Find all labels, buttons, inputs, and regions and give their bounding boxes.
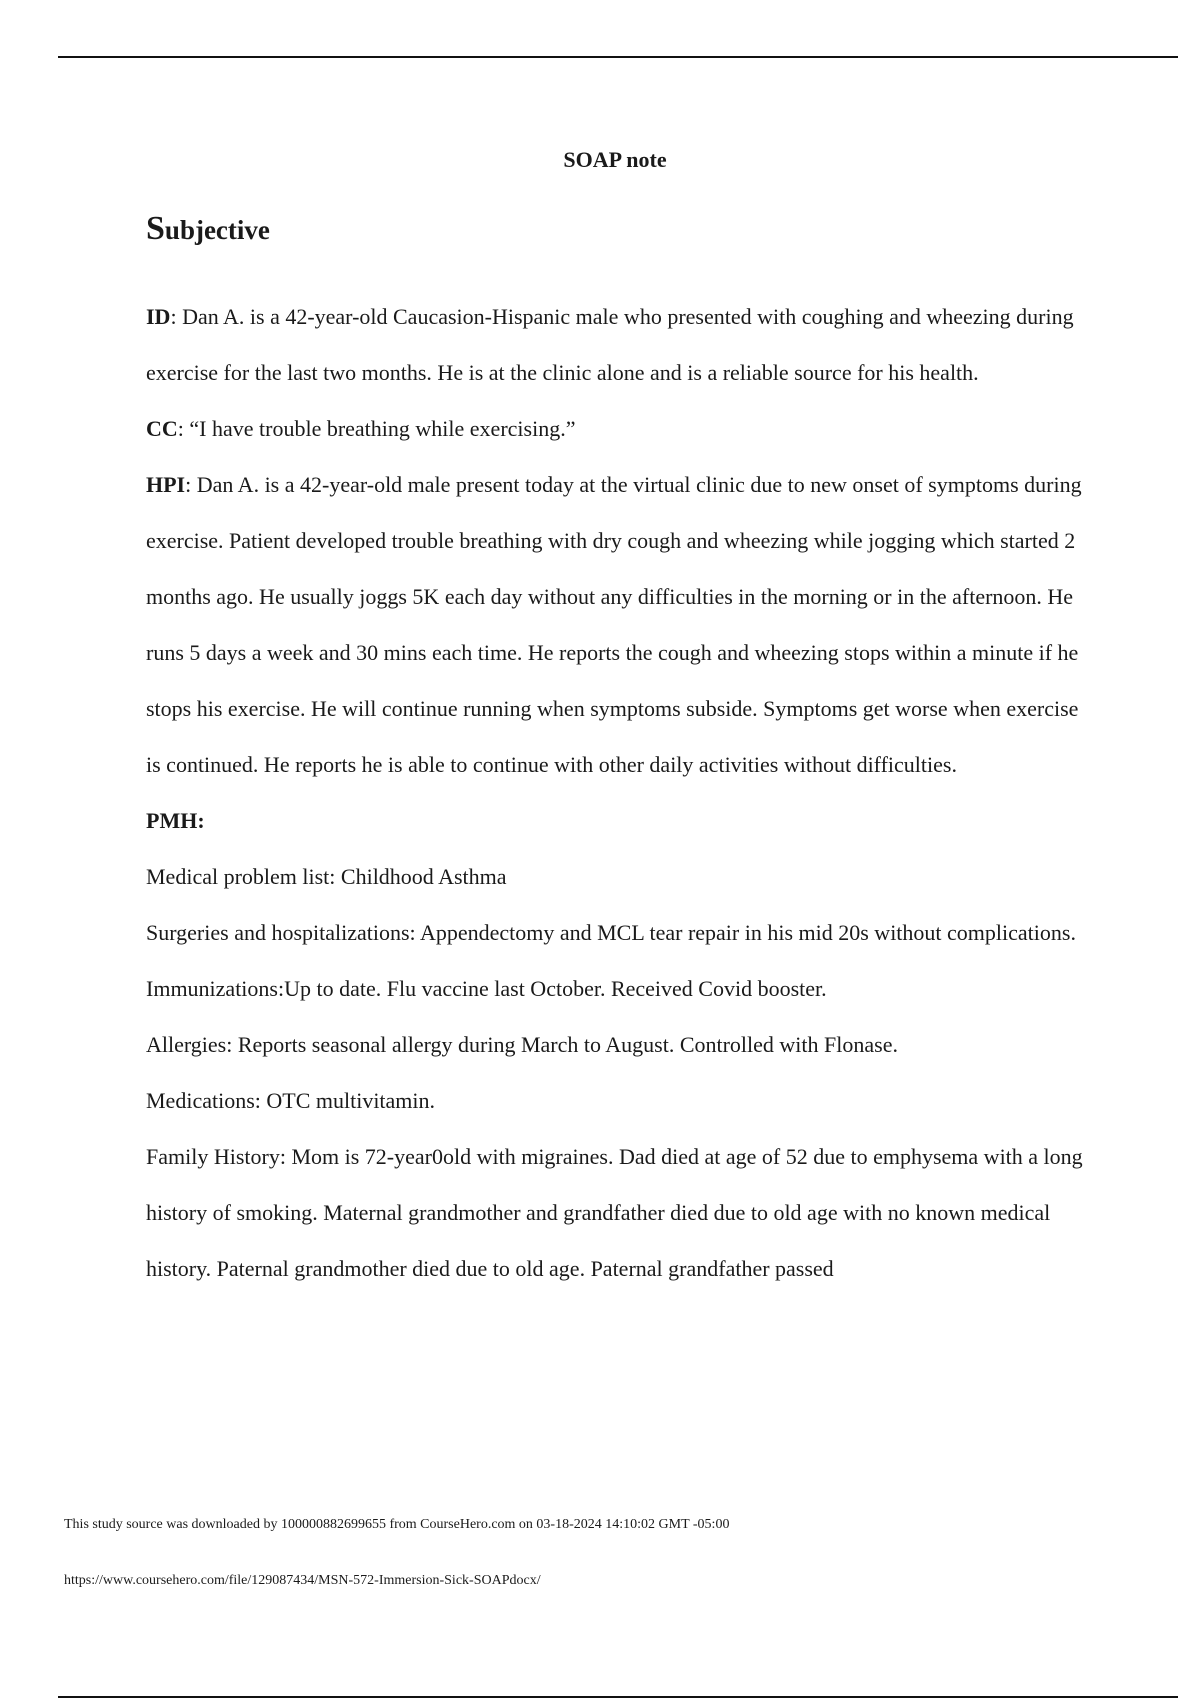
subjective-body xyxy=(146,289,1092,1297)
hpi-label: HPI xyxy=(146,472,186,497)
pmh-label: PMH: xyxy=(146,808,205,833)
cc-text: : “I have trouble breathing while exercising.” xyxy=(177,416,576,441)
source-url-link[interactable]: https://www.coursehero.com/file/129087434/MSN-572-Immersion-Sick-SOAPdocx/ xyxy=(64,1573,541,1588)
pmh-heading xyxy=(146,793,1092,849)
bottom-rule xyxy=(58,1696,1178,1698)
hpi-paragraph xyxy=(146,457,1092,793)
medications: Medications: OTC multivitamin. xyxy=(146,1088,436,1113)
immunizations: Immunizations:Up to date. Flu vaccine last October. Received Covid booster. xyxy=(146,976,827,1001)
id-paragraph xyxy=(146,289,1092,401)
top-rule xyxy=(58,56,1178,58)
section-heading-initial: S xyxy=(146,210,165,247)
id-label: ID xyxy=(146,304,171,329)
medical-problem-list: Medical problem list: Childhood Asthma xyxy=(146,864,507,889)
hpi-text: : Dan A. is a 42-year-old male present today at the virtual clinic due to new onset of symptoms during exercise. Patient developed trouble breathing with dry cough and wheezing while jogging which started 2 months ago. He usually joggs 5K each day without any difficulties in the morning or in the afternoon. He runs 5 days a week and 30 mins each time. He reports the cough and wheezing stops within a minute if he stops his exercise. He will continue running when symptoms subside. Symptoms get worse when exercise is continued. He reports he is able to continue with other daily activities without difficulties. xyxy=(146,472,1082,777)
cc-label: CC xyxy=(146,416,178,441)
section-heading-subjective xyxy=(146,211,270,248)
section-heading-rest: ubjective xyxy=(164,215,270,245)
family-history: Family History: Mom is 72-year0old with migraines. Dad died at age of 52 due to emphysema with a long history of smoking. Maternal grandmother and grandfather died due to old age with no known medical history. Paternal grandmother died due to old age. Paternal grandfather passed xyxy=(146,1144,1083,1281)
cc-paragraph xyxy=(146,401,1092,457)
id-text: : Dan A. is a 42-year-old Caucasion-Hispanic male who presented with coughing and wheezing during exercise for the last two months. He is at the clinic alone and is a reliable source for his health. xyxy=(146,304,1074,385)
document-title: SOAP note xyxy=(563,147,667,172)
allergies: Allergies: Reports seasonal allergy during March to August. Controlled with Flonase. xyxy=(146,1032,898,1057)
download-notice: This study source was downloaded by 100000882699655 from CourseHero.com on 03-18-2024 14:10:02 GMT -05:00 xyxy=(64,1517,730,1532)
surgeries-hospitalizations: Surgeries and hospitalizations: Appendectomy and MCL tear repair in his mid 20s without complications. xyxy=(146,920,1076,945)
